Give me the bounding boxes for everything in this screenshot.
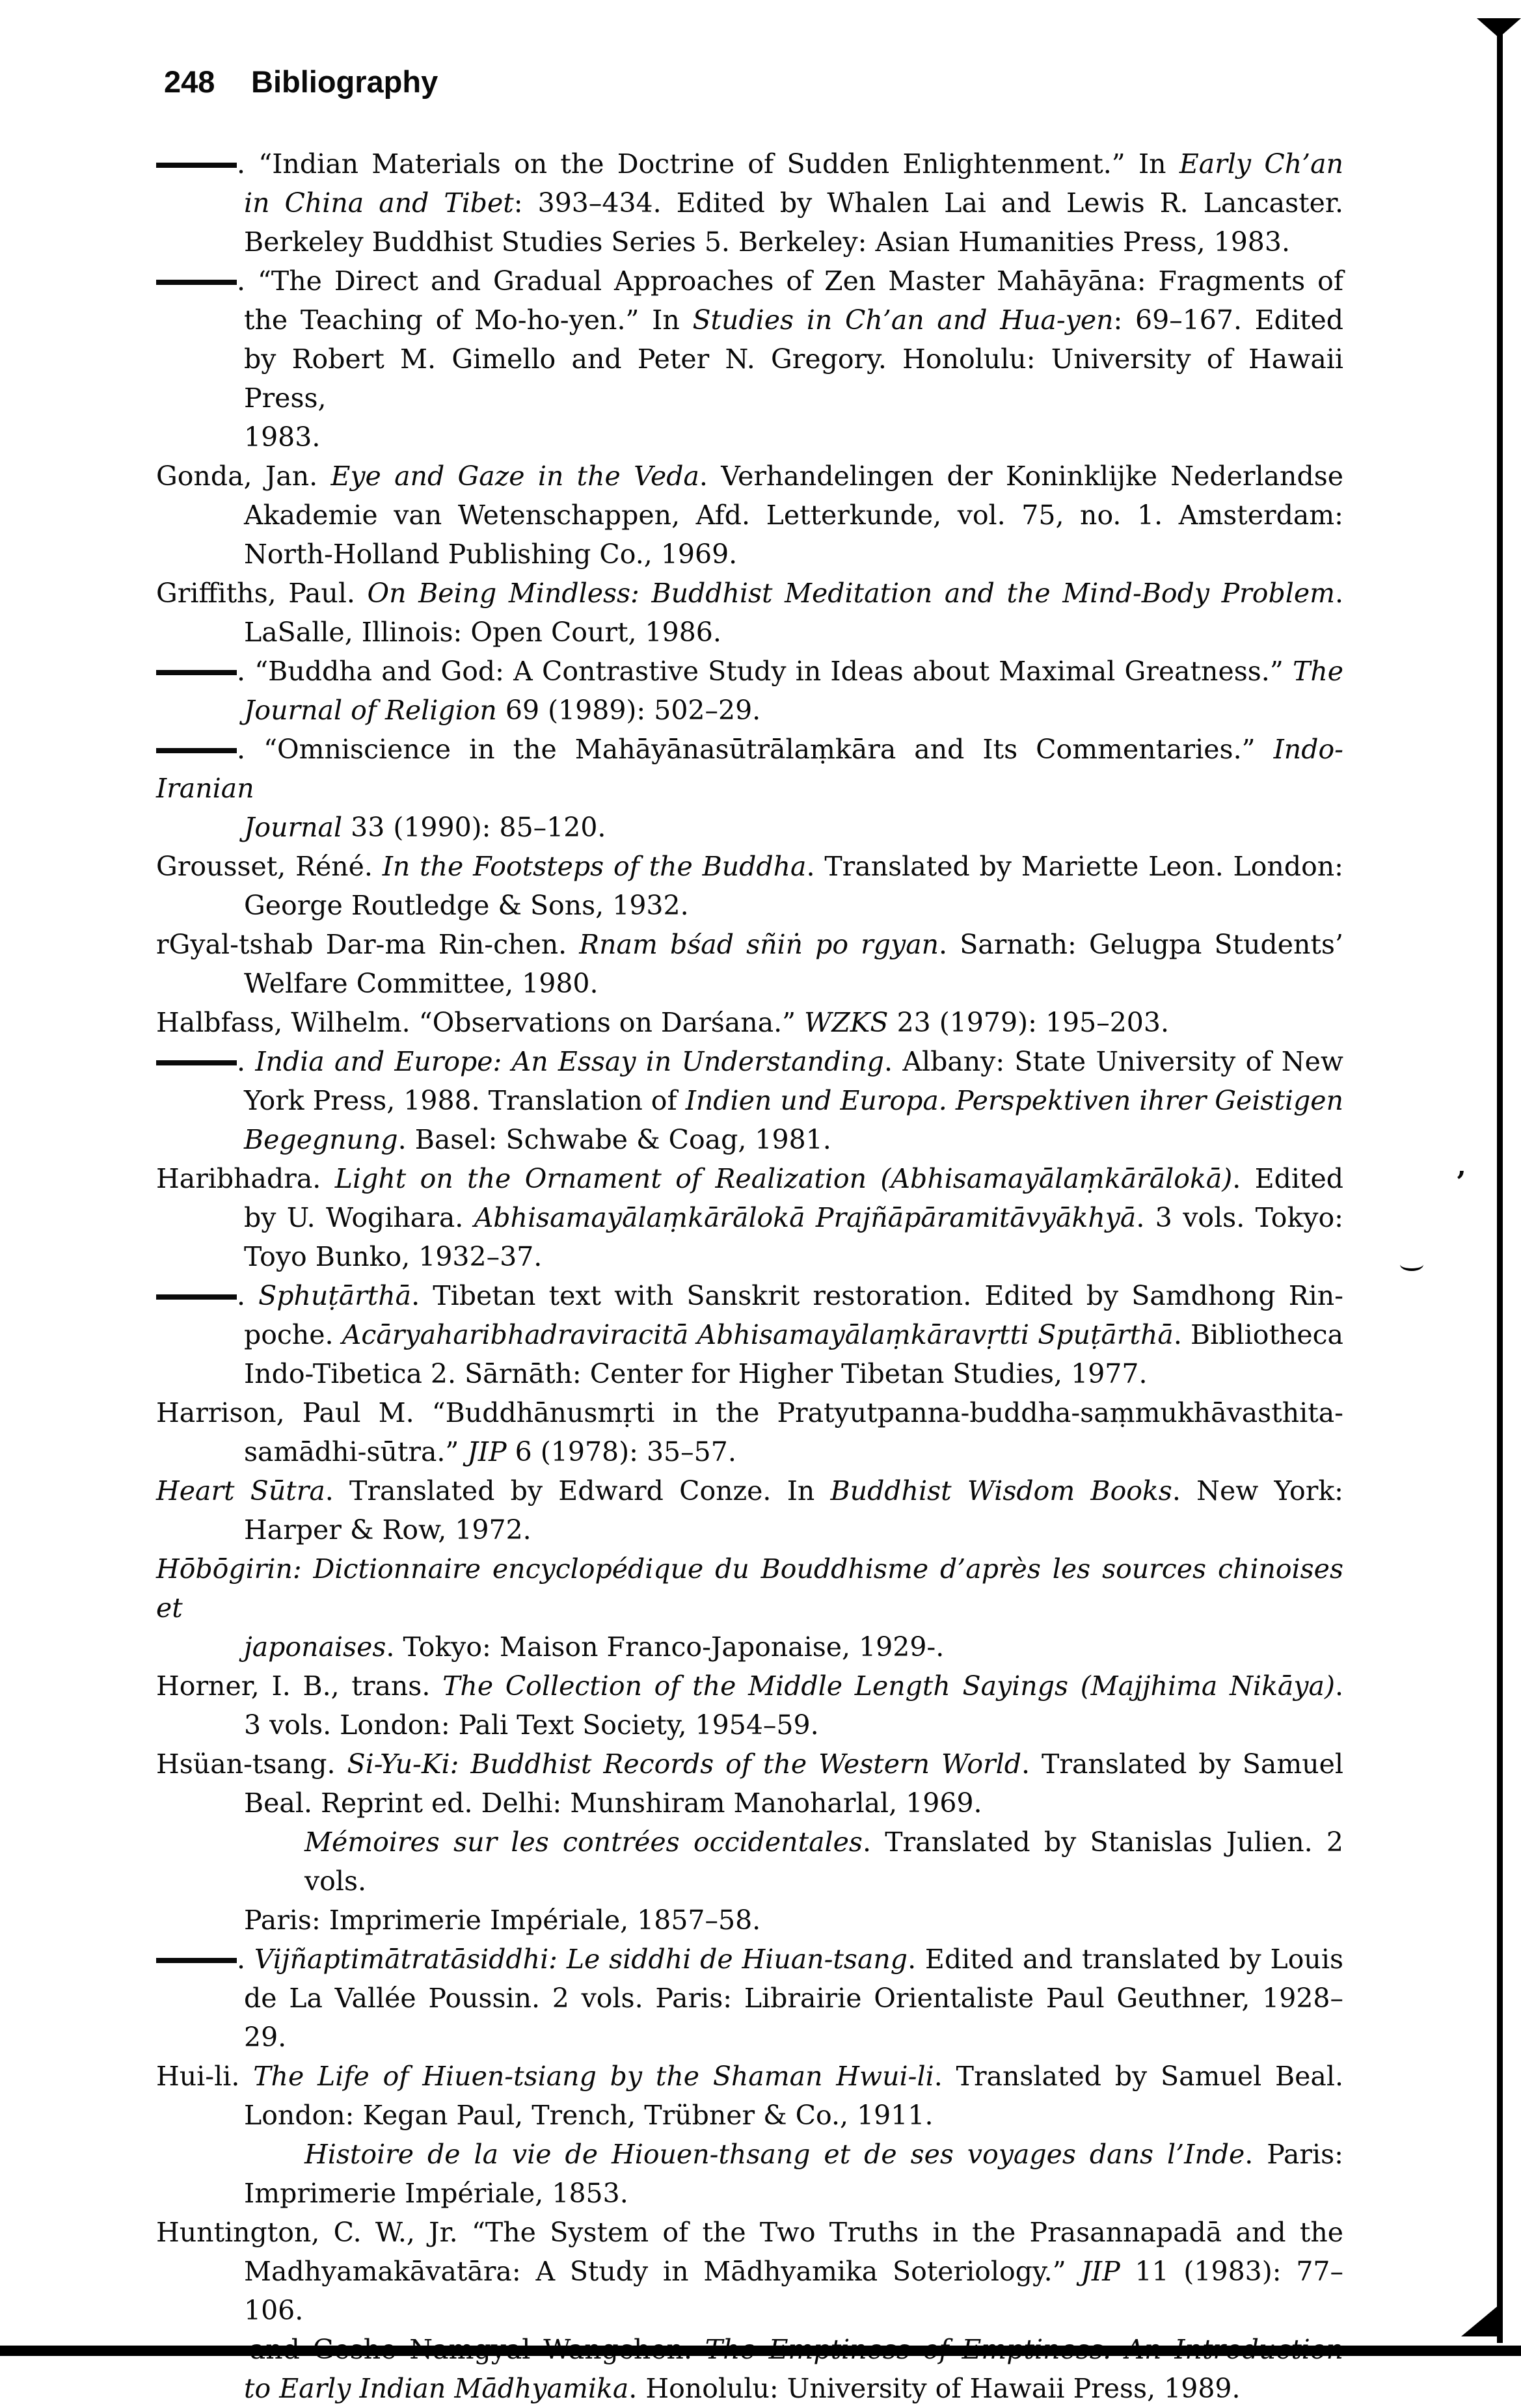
bib-line	[156, 222, 1343, 261]
bib-line	[156, 1901, 1343, 1940]
bib-line	[156, 730, 1343, 808]
bib-text: by Robert M. Gimello and Peter N. Gregory. Honolulu: University of Hawaii Press,	[244, 343, 1343, 414]
bib-line	[156, 1276, 1343, 1315]
bib-text: . New York:	[1172, 1475, 1344, 1506]
bib-title-italic: WZKS	[804, 1007, 889, 1038]
bib-text: . Tokyo: Maison Franco-Japonaise, 1929-.	[386, 1631, 945, 1663]
bib-line	[156, 1198, 1343, 1237]
bib-text: North-Holland Publishing Co., 1969.	[244, 539, 738, 570]
scan-speck-apostrophe: ’	[1456, 1166, 1466, 1199]
author-repeat-dash	[156, 163, 237, 168]
bib-text: samādhi-sūtra.”	[244, 1436, 468, 1467]
bib-line	[156, 261, 1343, 301]
bib-line	[156, 886, 1343, 925]
bib-text: . “Omniscience in the Mahāyānasūtrālaṃkāra and Its Commentaries.”	[237, 734, 1274, 765]
bib-text: . Translated by Stanislas Julien. 2 vols.	[304, 1826, 1343, 1897]
bib-text: : 393–434. Edited by Whalen Lai and Lewis R. Lancaster.	[513, 187, 1343, 219]
bib-title-italic: Light on the Ornament of Realization (Abhisamayālaṃkārālokā)	[334, 1163, 1233, 1194]
author-repeat-dash	[156, 670, 237, 675]
bib-line	[156, 1627, 1343, 1666]
bib-title-italic: The	[1292, 656, 1343, 687]
bib-title-italic: Buddhist Wisdom Books	[830, 1475, 1172, 1506]
bib-text: . Translated by Samuel	[1021, 1748, 1343, 1780]
bib-line	[156, 652, 1343, 691]
bib-text: .	[1334, 1670, 1344, 1702]
bib-line	[156, 1823, 1343, 1901]
bib-text: .	[237, 1944, 254, 1975]
bib-line	[156, 613, 1343, 652]
bib-line	[156, 1510, 1343, 1549]
bib-text: London: Kegan Paul, Trench, Trübner & Co., 1911.	[244, 2100, 934, 2131]
bib-text: . Edited	[1232, 1163, 1343, 1194]
bib-text: . Sarnath: Gelugpa Students’	[939, 929, 1343, 960]
bib-line	[156, 144, 1343, 183]
scan-bottom-bar	[0, 2346, 1521, 2356]
bib-text: Haribhadra.	[156, 1163, 335, 1194]
bib-text: Grousset, Réné.	[156, 851, 383, 882]
bib-text: rGyal-tshab Dar-ma Rin-chen.	[156, 929, 580, 960]
bib-title-italic: Histoire de la vie de Hiouen-thsang et de ses voyages dans l’Inde	[304, 2139, 1245, 2170]
bib-text: 6 (1978): 35–57.	[506, 1436, 736, 1467]
bib-title-italic: Early Ch’an	[1179, 148, 1343, 180]
bib-text: Horner, I. B., trans.	[156, 1670, 443, 1702]
bib-text: de La Vallée Poussin. 2 vols. Paris: Librairie Orientaliste Paul Geuthner, 1928–29.	[244, 1983, 1343, 2053]
bib-title-italic: Journal of Religion	[244, 695, 497, 726]
bib-title-italic: Studies in Ch’an and Hua-yen	[692, 304, 1114, 336]
scan-edge-line	[1497, 20, 1503, 2343]
bib-line	[156, 1940, 1343, 1979]
bib-line	[156, 1706, 1343, 1745]
bib-text: : 69–167. Edited	[1113, 304, 1343, 336]
bib-line	[156, 925, 1343, 964]
bib-line	[156, 301, 1343, 340]
bib-title-italic: On Being Mindless: Buddhist Meditation and the Mind-Body Problem	[367, 578, 1335, 609]
bib-text: Beal. Reprint ed. Delhi: Munshiram Manoharlal, 1969.	[244, 1787, 982, 1819]
bib-text: by U. Wogihara.	[244, 1202, 474, 1233]
bib-text: Indo-Tibetica 2. Sārnāth: Center for Higher Tibetan Studies, 1977.	[244, 1358, 1148, 1389]
bib-text: Hui-li.	[156, 2061, 254, 2092]
bib-title-italic: Hōbōgirin: Dictionnaire encyclopédique du Bouddhisme d’après les sources chinoises et	[156, 1553, 1343, 1624]
scan-corner-bottom-artifact	[1461, 2304, 1500, 2336]
bib-text: . Edited and translated by Louis	[908, 1944, 1343, 1975]
bib-text: George Routledge & Sons, 1932.	[244, 890, 689, 921]
bib-line	[156, 1237, 1343, 1276]
bib-line	[156, 1354, 1343, 1393]
bib-line	[156, 1745, 1343, 1784]
bib-title-italic: JIP	[467, 1436, 507, 1467]
bib-text: 1983.	[244, 421, 321, 453]
bib-line	[156, 2252, 1343, 2330]
bib-text: . Tibetan text with Sanskrit restoration. Edited by Samdhong Rin-	[411, 1280, 1343, 1311]
bib-line	[156, 1549, 1343, 1627]
bib-text: Paris: Imprimerie Impériale, 1857–58.	[244, 1905, 761, 1936]
bib-line	[156, 2096, 1343, 2135]
bib-text: . 3 vols. Tokyo:	[1136, 1202, 1343, 1233]
bib-text: . Verhandelingen der Koninklijke Nederlandse	[699, 461, 1344, 492]
bib-title-italic: Begegnung	[244, 1124, 398, 1155]
bibliography	[156, 144, 1343, 2408]
bib-line	[156, 2135, 1343, 2174]
bib-line	[156, 2213, 1343, 2252]
bib-text: . “Indian Materials on the Doctrine of Sudden Enlightenment.” In	[237, 148, 1179, 180]
bib-text: Imprimerie Impériale, 1853.	[244, 2178, 628, 2209]
bib-line	[156, 2174, 1343, 2213]
bib-line	[156, 2057, 1343, 2096]
bib-line	[156, 1393, 1343, 1432]
bib-text: . Paris:	[1245, 2139, 1343, 2170]
bib-title-italic: in China and Tibet	[244, 187, 514, 219]
bib-text: 69 (1989): 502–29.	[496, 695, 761, 726]
bib-title-italic: Mémoires sur les contrées occidentales	[304, 1826, 863, 1858]
bib-line	[156, 496, 1343, 535]
bib-line	[156, 1666, 1343, 1706]
bib-text: . Translated by Edward Conze. In	[325, 1475, 831, 1506]
bib-line	[156, 847, 1343, 886]
bib-line	[156, 1784, 1343, 1823]
bib-title-italic: Abhisamayālaṃkārālokā Prajñāpāramitāvyākhyā	[474, 1202, 1137, 1233]
author-repeat-dash	[156, 280, 237, 285]
bib-text: Berkeley Buddhist Studies Series 5. Berkeley: Asian Humanities Press, 1983.	[244, 226, 1291, 258]
bib-title-italic: JIP	[1081, 2256, 1120, 2287]
bib-text: poche.	[244, 1319, 342, 1350]
bib-text: Hsüan-tsang.	[156, 1748, 347, 1780]
bib-line	[156, 1159, 1343, 1198]
bib-text: Welfare Committee, 1980.	[244, 968, 599, 999]
bib-line	[156, 691, 1343, 730]
bib-text: York Press, 1988. Translation of	[244, 1085, 686, 1116]
bib-text: LaSalle, Illinois: Open Court, 1986.	[244, 617, 721, 648]
bib-title-italic: Acāryaharibhadraviracitā Abhisamayālaṃkāravṛtti Spuṭārthā	[342, 1319, 1174, 1350]
bib-text: . Bibliotheca	[1173, 1319, 1343, 1350]
bib-text: Harrison, Paul M. “Buddhānusmṛti in the Pratyutpanna-buddha-saṃmukhāvasthita-	[156, 1397, 1343, 1428]
bib-title-italic: japonaises	[244, 1631, 386, 1663]
page-number: 248	[164, 64, 215, 99]
bib-text: . “The Direct and Gradual Approaches of Zen Master Mahāyāna: Fragments of	[237, 265, 1343, 297]
bib-text: Harper & Row, 1972.	[244, 1514, 532, 1545]
bib-line	[156, 457, 1343, 496]
bib-text: the Teaching of Mo-ho-yen.” In	[244, 304, 693, 336]
bib-text: 23 (1979): 195–203.	[888, 1007, 1169, 1038]
bib-text: Gonda, Jan.	[156, 461, 331, 492]
bib-title-italic: Si-Yu-Ki: Buddhist Records of the Western World	[347, 1748, 1021, 1780]
bib-line	[156, 340, 1343, 418]
bib-text: . Translated by Samuel Beal.	[934, 2061, 1343, 2092]
bib-title-italic: Indo-Iranian	[156, 734, 1343, 804]
section-title: Bibliography	[251, 64, 438, 99]
bib-line	[156, 2369, 1343, 2408]
bib-text: 33 (1990): 85–120.	[342, 812, 606, 843]
running-head	[0, 62, 1521, 101]
bib-text: .	[237, 1280, 259, 1311]
bib-line	[156, 535, 1343, 574]
bib-line	[156, 964, 1343, 1003]
bib-title-italic: The Life of Hiuen-tsiang by the Shaman Hwui-li	[253, 2061, 934, 2092]
bib-line	[156, 808, 1343, 847]
bib-title-italic: Indien und Europa. Perspektiven ihrer Geistigen	[685, 1085, 1343, 1116]
bib-text: . Basel: Schwabe & Coag, 1981.	[397, 1124, 831, 1155]
bib-title-italic: to Early Indian Mādhyamika	[244, 2373, 629, 2404]
bib-line	[156, 1042, 1343, 1081]
bib-title-italic: India and Europe: An Essay in Understanding	[255, 1046, 885, 1077]
bib-text: . Honolulu: University of Hawaii Press, 1989.	[628, 2373, 1241, 2404]
bib-text: Griffiths, Paul.	[156, 578, 368, 609]
bib-line	[156, 1432, 1343, 1471]
bib-title-italic: The Collection of the Middle Length Sayings (Majjhima Nikāya)	[442, 1670, 1335, 1702]
bib-title-italic: Eye and Gaze in the Veda	[330, 461, 699, 492]
bib-text: . “Buddha and God: A Contrastive Study in Ideas about Maximal Greatness.”	[237, 656, 1293, 687]
author-repeat-dash	[156, 748, 237, 753]
bib-line	[156, 418, 1343, 457]
bib-line	[156, 1081, 1343, 1120]
bib-text: Toyo Bunko, 1932–37.	[244, 1241, 543, 1272]
bib-line	[156, 1315, 1343, 1354]
bib-text: Halbfass, Wilhelm. “Observations on Darśana.”	[156, 1007, 805, 1038]
scan-corner-top-artifact	[1477, 18, 1521, 38]
bib-line	[156, 1979, 1343, 2057]
author-repeat-dash	[156, 1060, 237, 1065]
bib-title-italic: Rnam bśad sñiṅ po rgyan	[579, 929, 939, 960]
bib-text: 11 (1983): 77–106.	[244, 2256, 1344, 2326]
bib-title-italic: Journal	[244, 812, 343, 843]
bib-line	[156, 183, 1343, 222]
bib-line	[156, 1120, 1343, 1159]
author-repeat-dash	[156, 1294, 237, 1300]
bib-title-italic: Sphuṭārthā	[258, 1280, 412, 1311]
bib-text: .	[237, 1046, 256, 1077]
bib-title-italic: Heart Sūtra	[156, 1475, 325, 1506]
bib-line	[156, 574, 1343, 613]
scan-speck-curve	[1400, 1258, 1423, 1271]
bib-title-italic: Vijñaptimātratāsiddhi: Le siddhi de Hiuan-tsang	[254, 1944, 908, 1975]
bib-text: Huntington, C. W., Jr. “The System of the Two Truths in the Prasannapadā and the	[156, 2217, 1343, 2248]
bib-text: .	[1334, 578, 1344, 609]
bib-text: Madhyamakāvatāra: A Study in Mādhyamika Soteriology.”	[244, 2256, 1081, 2287]
bib-text: Akademie van Wetenschappen, Afd. Letterkunde, vol. 75, no. 1. Amsterdam:	[244, 500, 1343, 531]
bib-line	[156, 1471, 1343, 1510]
bib-text: . Translated by Mariette Leon. London:	[806, 851, 1343, 882]
author-repeat-dash	[156, 1958, 237, 1963]
bib-text: 3 vols. London: Pali Text Society, 1954–59.	[244, 1709, 819, 1741]
bib-text: . Albany: State University of New	[884, 1046, 1344, 1077]
bib-title-italic: In the Footsteps of the Buddha	[382, 851, 807, 882]
bib-line	[156, 1003, 1343, 1042]
